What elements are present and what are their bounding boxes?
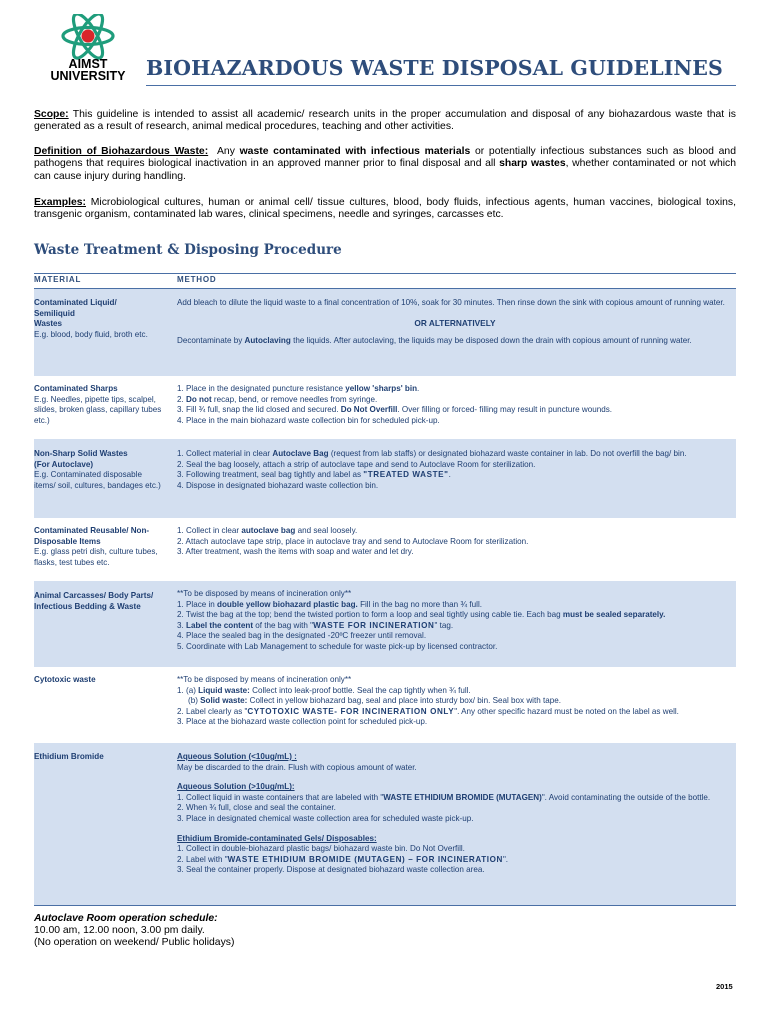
method-bold: Autoclave Bag bbox=[272, 449, 329, 458]
method-step: 3. Place at the biohazard waste collection point for scheduled pick-up. bbox=[177, 717, 428, 727]
method-text: 3. Fill ¾ full, snap the lid closed and secured. bbox=[177, 405, 339, 415]
method-step bbox=[177, 470, 733, 481]
definition-bold-1: waste contaminated with infectious materials bbox=[239, 146, 471, 157]
method-step bbox=[177, 707, 733, 718]
method-step bbox=[177, 384, 733, 395]
table-row-ethidium-bromide bbox=[34, 743, 736, 905]
method-text: 1. Collect in clear bbox=[177, 526, 240, 535]
method-text: 1. Collect material in clear bbox=[177, 449, 271, 458]
material-cell bbox=[34, 526, 164, 568]
method-alternative: OR ALTERNATIVELY bbox=[414, 317, 496, 328]
method-subheading: Aqueous Solution (<10ug/mL) : bbox=[177, 752, 297, 761]
method-text: the liquids. After autoclaving, the liquids may be disposed down the drain with copious amount of running water. bbox=[293, 336, 692, 346]
title-divider bbox=[146, 85, 736, 86]
method-cell bbox=[177, 298, 733, 347]
method-text: 1. Place in bbox=[177, 599, 215, 609]
method-bold: Label the content bbox=[186, 620, 254, 630]
material-name: Semiliquid bbox=[34, 308, 75, 318]
material-cell bbox=[34, 449, 164, 491]
method-step bbox=[177, 855, 733, 866]
method-text: . Over filling or forced- filling may result in puncture wounds. bbox=[397, 405, 613, 415]
method-text: 1. Place in the designated puncture resistance bbox=[177, 384, 344, 393]
table-row-liquid bbox=[34, 289, 736, 376]
method-text: Collect in yellow biohazard bag, seal and place into sturdy box/ bin. Seal box with tape. bbox=[249, 696, 561, 706]
method-text: ". Avoid contaminating the outside of the bottle. bbox=[541, 792, 711, 802]
table-row-sharps bbox=[34, 376, 736, 439]
material-cell bbox=[34, 675, 164, 686]
method-step bbox=[177, 449, 733, 460]
material-cell bbox=[34, 752, 164, 763]
table-row-cytotoxic bbox=[34, 667, 736, 743]
method-step: 4. Dispose in designated biohazard waste collection bin. bbox=[177, 480, 379, 490]
scope-label: Scope: bbox=[34, 109, 69, 120]
method-cell bbox=[177, 526, 733, 558]
definition-label: Definition of Biohazardous Waste: bbox=[34, 146, 209, 157]
material-name: Contaminated Sharps bbox=[34, 384, 118, 393]
method-text: . bbox=[448, 470, 451, 480]
material-name: (For Autoclave) bbox=[34, 459, 94, 469]
method-step bbox=[177, 336, 733, 347]
method-text: Decontaminate by bbox=[177, 336, 243, 346]
material-name: Ethidium Bromide bbox=[34, 752, 104, 761]
definition-bold-2: sharp wastes bbox=[499, 158, 566, 170]
method-text: and seal loosely. bbox=[297, 526, 358, 535]
method-text: 3. Following treatment, seal bag tightly and label as bbox=[177, 470, 362, 480]
method-text: of the bag with " bbox=[255, 620, 314, 630]
method-text: 2. bbox=[177, 394, 184, 404]
method-step: 4. Place in the main biohazard waste collection bin for scheduled pick-up. bbox=[177, 415, 440, 425]
document-year: 2015 bbox=[716, 982, 733, 991]
table-bottom-divider bbox=[34, 905, 736, 906]
method-bold: CYTOTOXIC WASTE- FOR INCINERATION ONLY bbox=[247, 706, 455, 716]
method-text: ". Any other specific hazard must be noted on the label as well. bbox=[454, 706, 679, 716]
procedure-table bbox=[34, 273, 736, 905]
method-text: 1. (a) bbox=[177, 685, 196, 695]
logo-line-2: UNIVERSITY bbox=[50, 69, 126, 83]
material-example: E.g. Contaminated disposable items/ soil, cultures, bandages etc.) bbox=[34, 470, 161, 490]
column-header-method: METHOD bbox=[177, 275, 217, 284]
column-header-material: MATERIAL bbox=[34, 275, 82, 284]
method-bold: WASTE FOR INCINERATION bbox=[313, 620, 435, 630]
method-step: 3. Seal the container properly. Dispose at designated biohazard waste collection area. bbox=[177, 865, 485, 875]
method-bold: WASTE ETHIDIUM BROMIDE (MUTAGEN) bbox=[383, 792, 542, 802]
method-step bbox=[177, 621, 733, 632]
method-text: 2. Twist the bag at the top; bend the twisted portion to form a loop and seal tightly using cable tie. Each bag bbox=[177, 610, 561, 620]
method-step bbox=[177, 696, 733, 707]
method-bold: Do Not Overfill bbox=[340, 405, 398, 415]
definition-text-2: or potentially infectious substances such as blood and pathogens that requires biological inactivation in an approved manner prior to final disposal and all bbox=[34, 146, 736, 170]
schedule-heading: Autoclave Room operation schedule: bbox=[34, 913, 218, 924]
method-step: 2. Attach autoclave tape strip, place in autoclave tray and send to Autoclave Room for sterilization. bbox=[177, 536, 529, 546]
method-step: 3. Place in designated chemical waste collection area for scheduled waste pick-up. bbox=[177, 813, 474, 823]
material-name: Contaminated Liquid/ bbox=[34, 298, 117, 307]
method-step: Add bleach to dilute the liquid waste to a final concentration of 10%, soak for 30 minutes. Then rinse down the sink with copious amount of running water. bbox=[177, 298, 725, 307]
method-text: (request from lab staffs) or designated biohazard waste container in lab. Do not overfill the bag/ bin. bbox=[330, 449, 687, 458]
method-step: May be discarded to the drain. Flush with copious amount of water. bbox=[177, 762, 417, 772]
method-cell bbox=[177, 675, 733, 728]
atom-icon bbox=[60, 14, 116, 60]
method-text: . bbox=[417, 384, 420, 393]
method-step: 3. After treatment, wash the items with soap and water and let dry. bbox=[177, 547, 414, 557]
method-cell bbox=[177, 589, 733, 653]
material-name: Contaminated Reusable/ Non- bbox=[34, 526, 150, 535]
method-bold: Autoclaving bbox=[244, 336, 291, 346]
method-text: Fill in the bag no more than ¾ full. bbox=[360, 599, 482, 609]
table-row-nonsharp bbox=[34, 439, 736, 518]
logo-line-1: AIMST bbox=[68, 57, 108, 71]
logo-wordmark bbox=[38, 58, 138, 82]
material-example: E.g. blood, body fluid, broth etc. bbox=[34, 329, 148, 339]
material-name: Cytotoxic waste bbox=[34, 675, 96, 684]
scope-text: This guideline is intended to assist all academic/ research units in the proper accumulation and disposal of any biohazardous waste that is generated as a result of research, animal medical procedures, teaching and other activities. bbox=[34, 109, 736, 133]
method-note: **To be disposed by means of incineration only** bbox=[177, 675, 352, 684]
material-cell bbox=[34, 591, 164, 612]
table-row-animal bbox=[34, 581, 736, 667]
section-title: Waste Treatment & Disposing Procedure bbox=[34, 242, 342, 258]
method-step: 2. Seal the bag loosely, attach a strip of autoclave tape and send to Autoclave Room for sterilization. bbox=[177, 459, 536, 469]
method-bold: Liquid waste: bbox=[198, 685, 250, 695]
method-text: 2. Label clearly as " bbox=[177, 706, 248, 716]
material-example: E.g. glass petri dish, culture tubes, flasks, test tubes etc. bbox=[34, 547, 158, 567]
method-text: ". bbox=[502, 854, 509, 864]
method-text: 2. Label with " bbox=[177, 854, 228, 864]
method-bold: Solid waste: bbox=[200, 696, 248, 706]
method-step bbox=[177, 610, 733, 621]
method-bold: Do not bbox=[186, 394, 212, 404]
method-step bbox=[177, 405, 733, 416]
schedule-times: 10.00 am, 12.00 noon, 3.00 pm daily. bbox=[34, 925, 205, 937]
examples-label: Examples: bbox=[34, 197, 86, 208]
method-bold: yellow 'sharps' bin bbox=[345, 384, 418, 393]
method-bold: must be sealed separately. bbox=[562, 610, 666, 620]
method-text: " tag. bbox=[434, 620, 454, 630]
method-cell bbox=[177, 384, 733, 426]
method-text: 3. bbox=[177, 620, 184, 630]
method-bold: autoclave bag bbox=[241, 526, 296, 535]
method-step bbox=[177, 600, 733, 611]
method-subheading: Ethidium Bromide-contaminated Gels/ Disposables: bbox=[177, 833, 377, 843]
method-bold: "TREATED WASTE" bbox=[363, 470, 449, 480]
method-step: 4. Place the sealed bag in the designated -20ºC freezer until removal. bbox=[177, 631, 427, 641]
examples-paragraph bbox=[34, 197, 736, 222]
table-header bbox=[34, 273, 736, 289]
method-text: 1. Collect liquid in waste containers that are labeled with " bbox=[177, 792, 384, 802]
definition-text-3: , whether contaminated or not which can cause injury during handling. bbox=[34, 158, 737, 182]
scope-paragraph bbox=[34, 109, 736, 134]
method-step bbox=[177, 793, 733, 804]
material-name: Animal Carcasses/ Body Parts/ Infectious Bedding & Waste bbox=[34, 591, 154, 611]
method-step bbox=[177, 526, 733, 537]
method-step: 5. Coordinate with Lab Management to schedule for waste pick-up by licensed contractor. bbox=[177, 641, 498, 651]
material-name: Wastes bbox=[34, 319, 63, 329]
method-note: **To be disposed by means of incineration only** bbox=[177, 589, 352, 598]
method-bold: WASTE ETHIDIUM BROMIDE (MUTAGEN) – FOR INCINERATION bbox=[227, 854, 503, 864]
method-step bbox=[177, 686, 733, 697]
material-name: Non-Sharp Solid Wastes bbox=[34, 449, 128, 458]
examples-text: Microbiological cultures, human or animal cell/ tissue cultures, blood, body fluids, infectious agents, human vaccines, biological toxins, transgenic organism, contaminated lab wares, clinical specimens, needle and syringes, carcasses etc. bbox=[34, 197, 737, 221]
method-cell bbox=[177, 752, 733, 876]
material-example: E.g. Needles, pipette tips, scalpel, slides, broken glass, capillary tubes etc.) bbox=[34, 394, 162, 425]
method-subheading: Aqueous Solution (>10ug/mL): bbox=[177, 782, 295, 792]
schedule-note: (No operation on weekend/ Public holidays) bbox=[34, 937, 235, 949]
method-text: Collect into leak-proof bottle. Seal the cap tightly when ¾ full. bbox=[252, 685, 471, 695]
material-name: Disposable Items bbox=[34, 536, 101, 546]
aimst-logo bbox=[38, 14, 138, 84]
material-cell bbox=[34, 298, 164, 340]
method-text: recap, bend, or remove needles from syringe. bbox=[213, 394, 378, 404]
method-text: (b) bbox=[188, 696, 198, 706]
material-cell bbox=[34, 384, 164, 426]
method-bold: double yellow biohazard plastic bag. bbox=[217, 599, 358, 609]
method-step bbox=[177, 395, 733, 406]
document-title: BIOHAZARDOUS WASTE DISPOSAL GUIDELINES bbox=[146, 56, 723, 80]
method-cell bbox=[177, 449, 733, 491]
table-row-reusable bbox=[34, 518, 736, 581]
autoclave-schedule bbox=[34, 913, 234, 950]
definition-text-1: Any bbox=[216, 146, 235, 157]
method-step: 2. When ¾ full, close and seal the container. bbox=[177, 803, 336, 813]
definition-paragraph bbox=[34, 146, 736, 183]
method-step: 1. Collect in double-biohazard plastic bags/ biohazard waste bin. Do Not Overfill. bbox=[177, 844, 465, 854]
